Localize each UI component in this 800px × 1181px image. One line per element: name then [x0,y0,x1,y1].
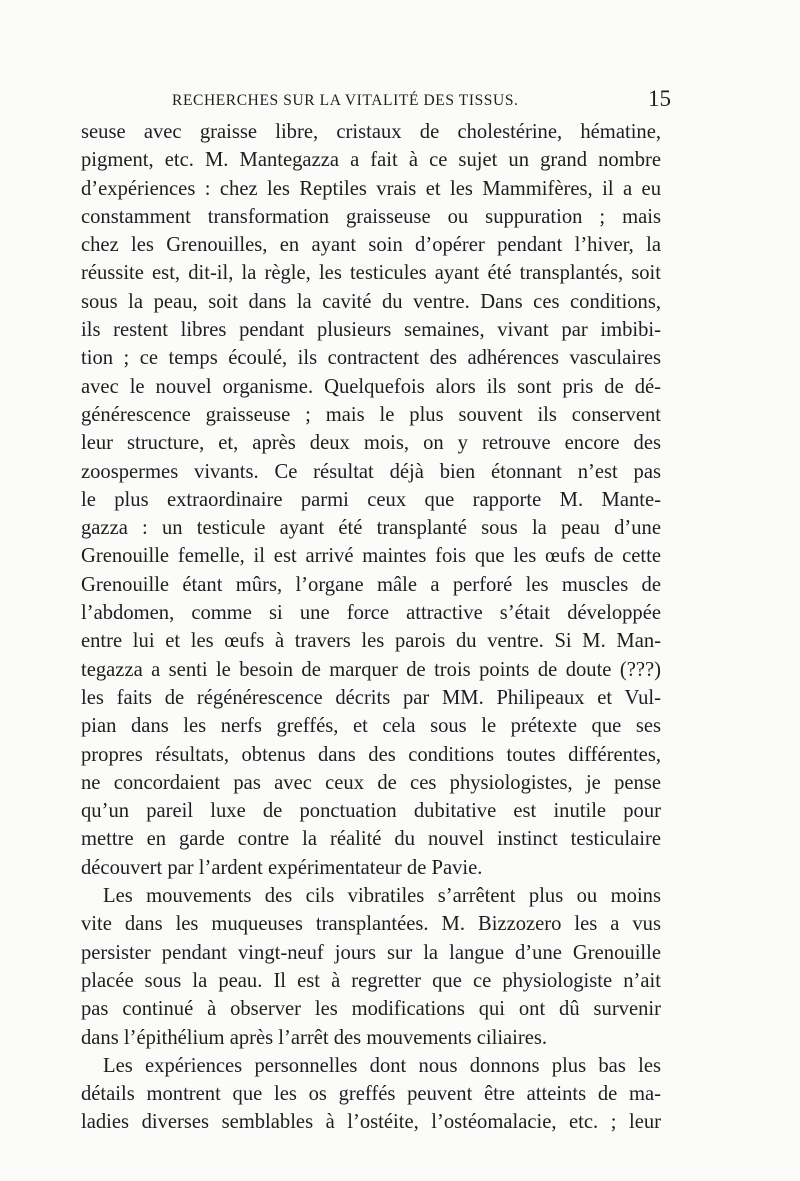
text-line: d’expériences : chez les Reptiles vrais et les Mammifères, il a eu [81,177,661,200]
paragraph-end-line: dans l’épithélium après l’arrêt des mouvements ciliaires. [81,1026,548,1049]
text-line: persister pendant vingt-neuf jours sur la langue d’une Grenouille [81,941,661,964]
paragraph-end-line: découvert par l’ardent expérimentateur de Pavie. [81,856,483,879]
text-line: tegazza a senti le besoin de marquer de trois points de doute (???) [81,658,661,681]
text-line: chez les Grenouilles, en ayant soin d’opérer pendant l’hiver, la [81,234,661,257]
text-line: qu’un pareil luxe de ponctuation dubitative est inutile pour [81,800,661,823]
text-line: pas continué à observer les modifications qui ont dû survenir [81,998,661,1021]
text-line: ladies diverses semblables à l’ostéite, l’ostéomalacie, etc. ; leur [81,1111,661,1134]
text-line: mettre en garde contre la réalité du nouvel instinct testiculaire [81,828,661,851]
text-line: ils restent libres pendant plusieurs semaines, vivant par imbibi- [81,319,661,342]
text-line: placée sous la peau. Il est à regretter que ce physiologiste n’ait [81,969,661,992]
text-line: zoospermes vivants. Ce résultat déjà bien étonnant n’est pas [81,460,661,483]
text-line: pian dans les nerfs greffés, et cela sous le prétexte que ses [81,715,661,738]
text-line: entre lui et les œufs à travers les parois du ventre. Si M. Man- [81,630,661,653]
running-title: RECHERCHES SUR LA VITALITÉ DES TISSUS. [172,92,519,109]
page-number: 15 [648,86,671,111]
paragraph-start-line: Les mouvements des cils vibratiles s’arrêtent plus ou moins [103,885,661,908]
body-text [81,118,661,1137]
text-line: le plus extraordinaire parmi ceux que rapporte M. Mante- [81,488,661,511]
text-line: ne concordaient pas avec ceux de ces physiologistes, je pense [81,771,661,794]
text-line: leur structure, et, après deux mois, on y retrouve encore des [81,432,661,455]
text-line: les faits de régénérescence décrits par MM. Philipeaux et Vul- [81,686,661,709]
paragraph-start-line: Les expériences personnelles dont nous donnons plus bas les [103,1054,661,1077]
text-line: tion ; ce temps écoulé, ils contractent des adhérences vasculaires [81,347,661,370]
text-line: sous la peau, soit dans la cavité du ventre. Dans ces conditions, [81,290,661,313]
text-line: réussite est, dit-il, la règle, les testicules ayant été transplantés, soit [81,262,661,285]
text-line: Grenouille femelle, il est arrivé maintes fois que les œufs de cette [81,545,661,568]
text-line: Grenouille étant mûrs, l’organe mâle a perforé les muscles de [81,573,661,596]
text-line: pigment, etc. M. Mantegazza a fait à ce sujet un grand nombre [81,149,661,172]
text-line: l’abdomen, comme si une force attractive s’était développée [81,602,661,625]
text-line: détails montrent que les os greffés peuvent être atteints de ma- [81,1083,661,1106]
text-line: vite dans les muqueuses transplantées. M. Bizzozero les a vus [81,913,661,936]
text-line: gazza : un testicule ayant été transplanté sous la peau d’une [81,517,661,540]
text-line: générescence graisseuse ; mais le plus souvent ils conservent [81,403,661,426]
text-line: seuse avec graisse libre, cristaux de cholestérine, hématine, [81,121,661,143]
text-line: constamment transformation graisseuse ou suppuration ; mais [81,205,661,228]
text-line: propres résultats, obtenus dans des conditions toutes différentes, [81,743,661,766]
text-line: avec le nouvel organisme. Quelquefois alors ils sont pris de dé- [81,375,661,398]
